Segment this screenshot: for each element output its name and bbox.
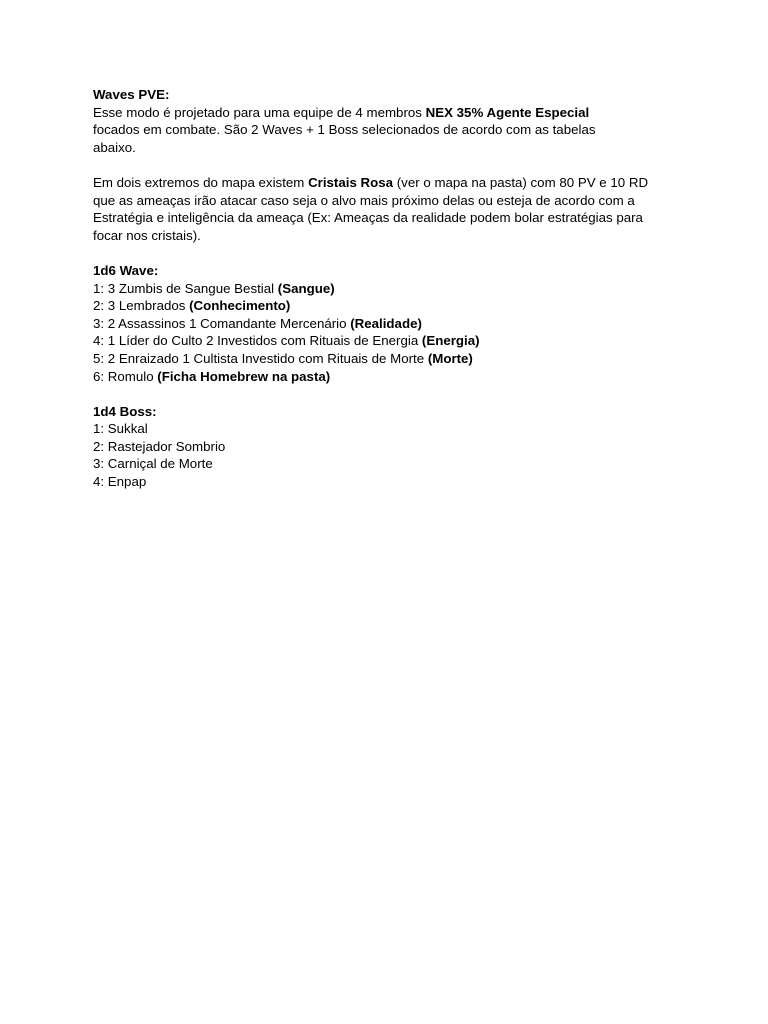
waves-intro-bold: NEX 35% Agente Especial [425, 104, 590, 120]
wave-item-text: 4: 1 Líder do Culto 2 Investidos com Rituais de Energia [93, 333, 422, 349]
crystals-text-1: Em dois extremos do mapa existem [93, 174, 309, 190]
wave-table [93, 262, 675, 385]
list-item [93, 280, 675, 298]
wave-item-text: 5: 2 Enraizado 1 Cultista Investido com Rituais de Morte [93, 350, 428, 366]
wave-item-text: 6: Romulo [93, 368, 158, 384]
wave-table-heading: 1d6 Wave: [93, 262, 159, 278]
list-item: 1: Sukkal [93, 421, 148, 437]
wave-item-text: 2: 3 Lembrados [93, 298, 190, 314]
list-item: 2: Rastejador Sombrio [93, 438, 226, 454]
waves-intro [93, 86, 675, 156]
list-item [93, 368, 675, 386]
list-item [93, 297, 675, 315]
list-item [93, 332, 675, 350]
spacer [93, 156, 675, 174]
wave-item-text: 3: 2 Assassinos 1 Comandante Mercenário [93, 315, 351, 331]
crystals-paragraph [93, 174, 668, 244]
wave-item-tag: (Sangue) [277, 280, 335, 296]
boss-table [93, 403, 675, 491]
list-item [93, 350, 675, 368]
wave-item-text: 1: 3 Zumbis de Sangue Bestial [93, 280, 278, 296]
document-body [93, 86, 675, 491]
spacer [93, 385, 675, 403]
wave-item-tag: (Conhecimento) [189, 298, 291, 314]
wave-item-tag: (Morte) [427, 350, 473, 366]
list-item [93, 315, 675, 333]
crystals-bold: Cristais Rosa [308, 174, 394, 190]
crystals-text-2: (ver o mapa na pasta) com 80 PV e 10 RD que as ameaças irão atacar caso seja o alvo mais próximo delas ou esteja de acordo com a Estratégia e inteligência da ameaça (Ex: Ameaças da realidade podem bolar estratégias para focar nos cristais). [93, 174, 649, 243]
list-item: 3: Carniçal de Morte [93, 456, 213, 472]
list-item: 4: Enpap [93, 474, 147, 490]
waves-heading: Waves PVE: [93, 87, 170, 102]
waves-intro-text-2: focados em combate. São 2 Waves + 1 Boss selecionados de acordo com as tabelas abaixo. [93, 122, 596, 155]
spacer [93, 244, 675, 262]
wave-item-tag: (Realidade) [350, 315, 422, 331]
wave-item-tag: (Ficha Homebrew na pasta) [157, 368, 331, 384]
wave-item-tag: (Energia) [421, 333, 480, 349]
boss-table-heading: 1d4 Boss: [93, 403, 157, 419]
waves-intro-text-1: Esse modo é projetado para uma equipe de 4 membros [93, 104, 426, 120]
